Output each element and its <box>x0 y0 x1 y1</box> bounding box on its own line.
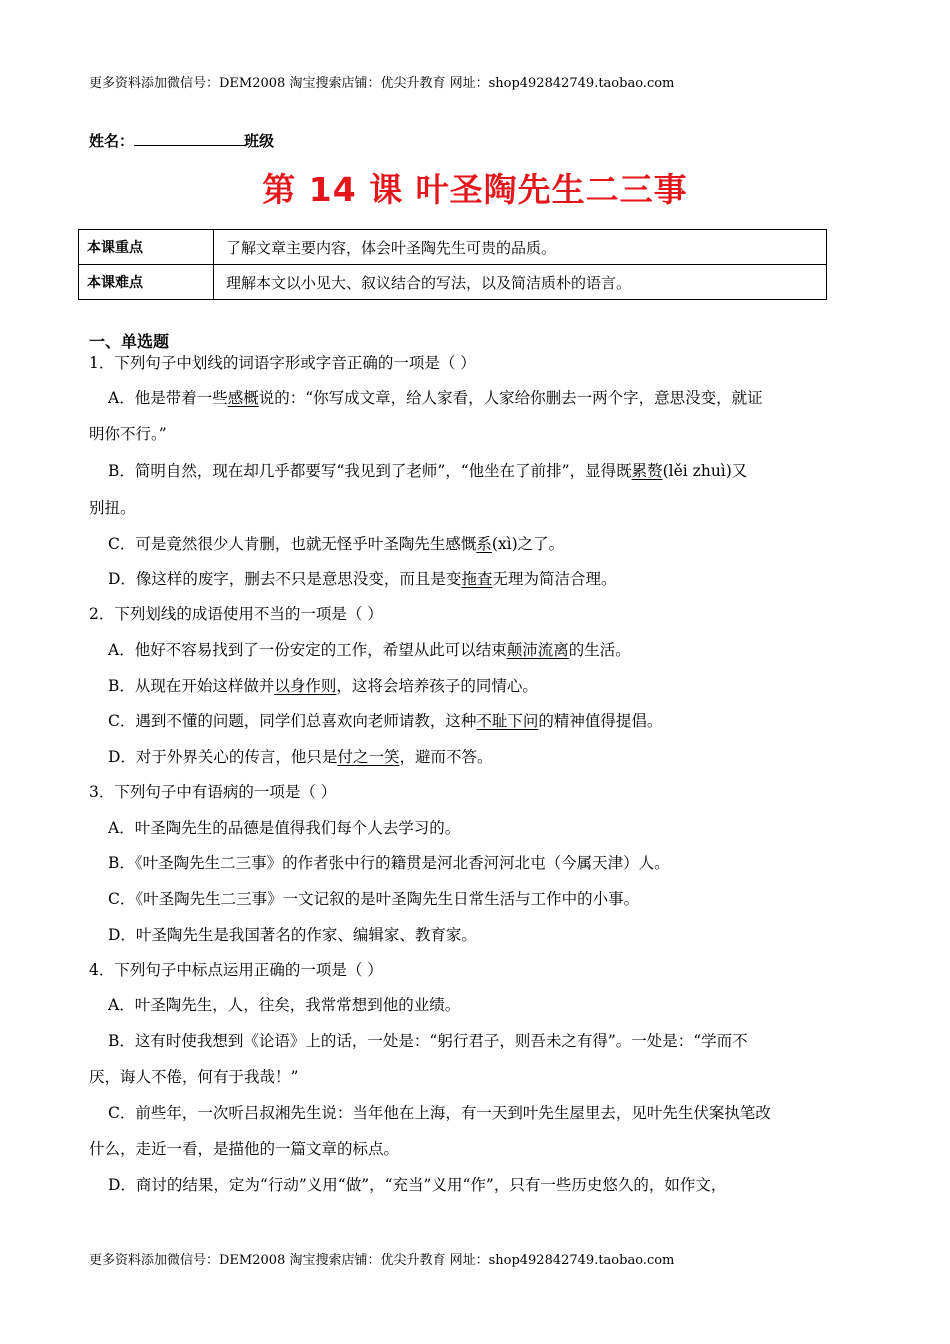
q3-option-c: C．《叶圣陶先生二三事》一文记叙的是叶圣陶先生日常生活与工作中的小事。 <box>108 890 640 908</box>
q1-option-d: D．像这样的废字，删去不只是意思没变，而且是变拖査无理为简洁合理。 <box>108 570 617 588</box>
key-point-value: 了解文章主要内容，体会叶圣陶先生可贵的品质。 <box>214 230 827 265</box>
q4-option-c: C．前些年，一次听吕叔湘先生说：当年他在上海，有一天到叶先生屋里去，见叶先生伏案执笔改 <box>108 1104 771 1122</box>
q2-option-a: A．他好不容易找到了一份安定的工作，希望从此可以结束颠沛流离的生活。 <box>108 641 631 659</box>
q4-option-b-cont: 厌，诲人不倦，何有于我哉！” <box>89 1068 299 1086</box>
q1-option-b-cont: 别扭。 <box>89 499 136 517</box>
q1-option-c: C．可是竟然很少人肯删，也就无怪乎叶圣陶先生感慨系(xì)之了。 <box>108 535 565 553</box>
name-blank <box>134 131 244 146</box>
q1-d-underlined: 拖査 <box>461 570 493 588</box>
page-footer: 更多资料添加微信号：DEM2008 淘宝搜索店铺：优尖升教育 网址：shop492842749.taobao.com <box>89 1253 675 1268</box>
q2-stem: 2．下列划线的成语使用不当的一项是（ ） <box>89 605 383 623</box>
q3-option-d: D．叶圣陶先生是我国著名的作家、编辑家、教育家。 <box>108 926 477 944</box>
q3-stem: 3．下列句子中有语病的一项是（ ） <box>89 783 337 801</box>
q4-stem: 4．下列句子中标点运用正确的一项是（ ） <box>89 961 383 979</box>
q3-option-b: B．《叶圣陶先生二三事》的作者张中行的籍贯是河北香河河北屯（今属天津）人。 <box>108 854 670 872</box>
q2-option-b: B．从现在开始这样做并以身作则，这将会培养孩子的同情心。 <box>108 677 538 695</box>
lesson-title: 第 14 课 叶圣陶先生二三事 <box>262 170 688 209</box>
q1-b-underlined: 累赘 <box>631 462 663 480</box>
q2-a-underlined: 颠沛流离 <box>506 641 569 659</box>
key-point-label: 本课重点 <box>79 230 214 265</box>
q2-option-c: C．遇到不懂的问题，同学们总喜欢向老师请教，这种不耻下问的精神值得提倡。 <box>108 712 663 730</box>
q1-stem: 1．下列句子中划线的词语字形或字音正确的一项是（ ） <box>89 354 476 372</box>
q1-c-underlined: 系 <box>476 535 492 553</box>
q4-option-a: A．叶圣陶先生，人，往矣，我常常想到他的业绩。 <box>108 996 461 1014</box>
q1-option-b: B．简明自然，现在却几乎都要写“我见到了老师”，“他坐在了前排”，显得既累赘(lěi zhuì)又 <box>108 462 748 480</box>
name-label: 姓名： <box>89 132 135 150</box>
q3-option-a: A．叶圣陶先生的品德是值得我们每个人去学习的。 <box>108 819 461 837</box>
section-title: 一、单选题 <box>89 332 170 351</box>
table-row <box>79 230 827 265</box>
q4-option-c-cont: 什么，走近一看，是描他的一篇文章的标点。 <box>89 1140 400 1158</box>
page-header: 更多资料添加微信号：DEM2008 淘宝搜索店铺：优尖升教育 网址：shop492842749.taobao.com <box>89 76 675 91</box>
table-row <box>79 265 827 300</box>
q2-b-underlined: 以身作则 <box>274 677 337 695</box>
q2-option-d: D．对于外界关心的传言，他只是付之一笑，避而不答。 <box>108 748 493 766</box>
q2-c-underlined: 不耻下问 <box>476 712 539 730</box>
q2-d-underlined: 付之一笑 <box>337 748 400 766</box>
q1-option-a-cont: 明你不行。” <box>89 425 167 443</box>
difficulty-value: 理解本文以小见大、叙议结合的写法，以及简洁质朴的语言。 <box>214 265 827 300</box>
q1-option-a: A．他是带着一些感概说的：“你写成文章，给人家看，人家给你删去一两个字，意思没变，就证 <box>108 389 763 407</box>
difficulty-label: 本课难点 <box>79 265 214 300</box>
name-class-line <box>89 130 274 151</box>
q4-option-d: D．商讨的结果，定为“行动”义用“做”，“充当”义用“作”，只有一些历史悠久的，如作文， <box>108 1176 727 1194</box>
q4-option-b: B．这有时使我想到《论语》上的话，一处是：“躬行君子，则吾未之有得”。一处是：“学而不 <box>108 1032 748 1050</box>
lesson-focus-table <box>78 229 827 300</box>
class-label: 班级 <box>244 132 275 150</box>
q1-a-underlined: 感概 <box>227 389 259 407</box>
